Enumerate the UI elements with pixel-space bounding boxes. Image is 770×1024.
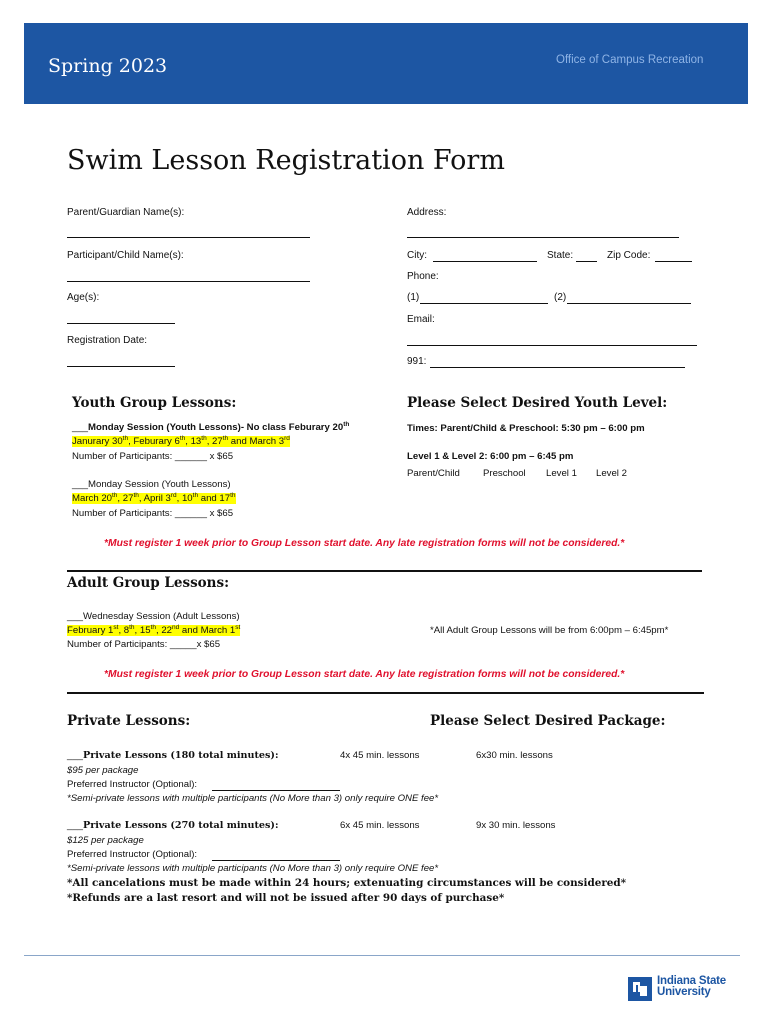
session1-date-ordinal: th <box>222 435 229 442</box>
adult-session-title: Wednesday Session (Adult Lessons) <box>83 611 240 622</box>
youth-session1-dates <box>72 436 290 447</box>
youth-times-1: Times: Parent/Child & Preschool: 5:30 pm – 6:00 pm <box>407 423 645 434</box>
level-option-parent-child[interactable]: Parent/Child <box>407 468 460 479</box>
session2-date-text: , April 3 <box>138 493 171 504</box>
adult-date-text: February 1 <box>67 625 114 636</box>
session2-date-text: and 17 <box>198 493 231 504</box>
instructor-field-2[interactable] <box>212 860 340 861</box>
p270-title: Private Lessons (270 total minutes): <box>83 820 279 831</box>
state-label: State: <box>547 250 574 261</box>
semi-private-note-2: *Semi-private lessons with multiple participants (No More than 3) only require ONE fee* <box>67 863 439 874</box>
zip-label: Zip Code: <box>607 250 651 261</box>
session2-dates <box>72 493 236 504</box>
adult-date-ordinal: th <box>150 624 156 631</box>
age-label: Age(s): <box>67 292 100 303</box>
section-divider <box>67 692 704 694</box>
isu-logo-icon <box>628 977 652 1001</box>
session1-date-ordinal: rd <box>284 435 290 442</box>
email-label: Email: <box>407 314 435 325</box>
p180-price: $95 per package <box>67 765 139 776</box>
adult-date-ordinal: st <box>113 624 119 631</box>
session2-title: Monday Session (Youth Lessons) <box>88 479 231 490</box>
footer-rule <box>24 955 740 956</box>
p270-price: $125 per package <box>67 835 144 846</box>
youth-heading: Youth Group Lessons: <box>72 395 237 411</box>
adult-date-text: , 15 <box>134 625 151 636</box>
phone1-field[interactable] <box>420 303 548 304</box>
session1-participants: Number of Participants: ______ x $65 <box>72 451 234 462</box>
youth-times-2: Level 1 & Level 2: 6:00 pm – 6:45 pm <box>407 451 574 462</box>
instructor-label-2: Preferred Instructor (Optional): <box>67 849 198 860</box>
adult-late-notice: *Must register 1 week prior to Group Lesson start date. Any late registration forms will not be considered.* <box>104 669 625 680</box>
youth-session1 <box>72 422 349 433</box>
private-180 <box>67 750 279 761</box>
youth-session2 <box>72 479 231 490</box>
session2-date-ordinal: th <box>192 492 199 499</box>
session1-title-sup: th <box>343 421 350 428</box>
season-title: Spring 2023 <box>48 55 168 77</box>
instructor-field-1[interactable] <box>212 790 340 791</box>
session1-date-text: and March 3 <box>228 436 285 447</box>
session2-participants: Number of Participants: ______ x $65 <box>72 508 234 519</box>
adult-checkbox-blank[interactable]: ___ <box>67 611 84 622</box>
office-name: Office of Campus Recreation <box>556 54 704 66</box>
session1-date-ordinal: th <box>122 435 129 442</box>
section-divider <box>67 570 702 572</box>
level-option-level2[interactable]: Level 2 <box>596 468 627 479</box>
city-field[interactable] <box>433 261 537 262</box>
session2-date-text: , 10 <box>176 493 193 504</box>
session1-date-text: , 27 <box>206 436 223 447</box>
session2-date-text: , 27 <box>117 493 134 504</box>
registration-date-field[interactable] <box>67 366 175 367</box>
cancel-note: *All cancelations must be made within 24 hours; extenuating circumstances will be considered* <box>67 877 627 889</box>
session1-date-text: , 13 <box>185 436 202 447</box>
city-label: City: <box>407 250 427 261</box>
session2-date-ordinal: rd <box>170 492 177 499</box>
youth-session2-dates <box>72 493 236 504</box>
youth-late-notice: *Must register 1 week prior to Group Lesson start date. Any late registration forms will not be considered.* <box>104 538 625 549</box>
session1-date-ordinal: th <box>179 435 186 442</box>
adult-date-ordinal: nd <box>172 624 180 631</box>
email-field[interactable] <box>407 345 697 346</box>
adult-session-dates <box>67 625 240 636</box>
participant-name-field[interactable] <box>67 281 310 282</box>
session1-title: Monday Session (Youth Lessons)- No class Feburary 20 <box>88 422 344 433</box>
parent-name-field[interactable] <box>67 237 310 238</box>
adult-heading: Adult Group Lessons: <box>67 575 230 591</box>
address-label: Address: <box>407 207 447 218</box>
private-270 <box>67 820 279 831</box>
adult-date-text: , 22 <box>155 625 172 636</box>
participant-name-label: Participant/Child Name(s): <box>67 250 184 261</box>
session1-date-text: Janurary 30 <box>72 436 123 447</box>
p270-option-2[interactable]: 9x 30 min. lessons <box>476 820 556 831</box>
semi-private-note-1: *Semi-private lessons with multiple participants (No More than 3) only require ONE fee* <box>67 793 439 804</box>
address-field[interactable] <box>407 237 679 238</box>
state-field[interactable] <box>576 261 597 262</box>
logo-line-2: University <box>657 986 711 998</box>
adult-dates <box>67 625 240 636</box>
instructor-label-1: Preferred Instructor (Optional): <box>67 779 198 790</box>
logo-line-1: Indiana State <box>657 975 726 987</box>
p180-option-2[interactable]: 6x30 min. lessons <box>476 750 553 761</box>
package-heading: Please Select Desired Package: <box>430 713 666 729</box>
phone1-label: (1) <box>407 292 420 303</box>
p270-checkbox-blank[interactable]: ___ <box>67 820 84 831</box>
page-title: Swim Lesson Registration Form <box>67 145 505 176</box>
session1-dates <box>72 436 290 447</box>
isu-logo-text <box>657 976 726 998</box>
level-option-preschool[interactable]: Preschool <box>483 468 526 479</box>
session1-checkbox-blank[interactable]: ___ <box>72 422 89 433</box>
id-field[interactable] <box>430 367 685 368</box>
session2-date-text: March 20 <box>72 493 112 504</box>
adult-date-ordinal: th <box>129 624 135 631</box>
phone-label: Phone: <box>407 271 439 282</box>
registration-date-label: Registration Date: <box>67 335 148 346</box>
adult-session <box>67 611 240 622</box>
p270-option-1[interactable]: 6x 45 min. lessons <box>340 820 420 831</box>
id-label: 991: <box>407 356 427 367</box>
session2-checkbox-blank[interactable]: ___ <box>72 479 89 490</box>
phone2-label: (2) <box>554 292 567 303</box>
parent-name-label: Parent/Guardian Name(s): <box>67 207 185 218</box>
session2-date-ordinal: th <box>112 492 118 499</box>
zip-field[interactable] <box>655 261 692 262</box>
private-heading: Private Lessons: <box>67 713 191 729</box>
age-field[interactable] <box>67 323 175 324</box>
session1-date-ordinal: th <box>201 435 207 442</box>
p180-checkbox-blank[interactable]: ___ <box>67 750 84 761</box>
session2-date-ordinal: th <box>230 492 236 499</box>
adult-time-note: *All Adult Group Lessons will be from 6:00pm – 6:45pm* <box>430 625 669 636</box>
youth-level-heading: Please Select Desired Youth Level: <box>407 395 668 411</box>
p180-title: Private Lessons (180 total minutes): <box>83 750 279 761</box>
level-option-level1[interactable]: Level 1 <box>546 468 577 479</box>
p180-option-1[interactable]: 4x 45 min. lessons <box>340 750 420 761</box>
refund-note: *Refunds are a last resort and will not be issued after 90 days of purchase* <box>67 892 505 904</box>
adult-participants: Number of Participants: _____x $65 <box>67 639 221 650</box>
session2-date-ordinal: th <box>133 492 139 499</box>
phone2-field[interactable] <box>567 303 691 304</box>
adult-date-text: , 8 <box>118 625 130 636</box>
adult-date-text: and March 1 <box>179 625 236 636</box>
adult-date-ordinal: st <box>235 624 241 631</box>
session1-date-text: , Feburary 6 <box>128 436 180 447</box>
